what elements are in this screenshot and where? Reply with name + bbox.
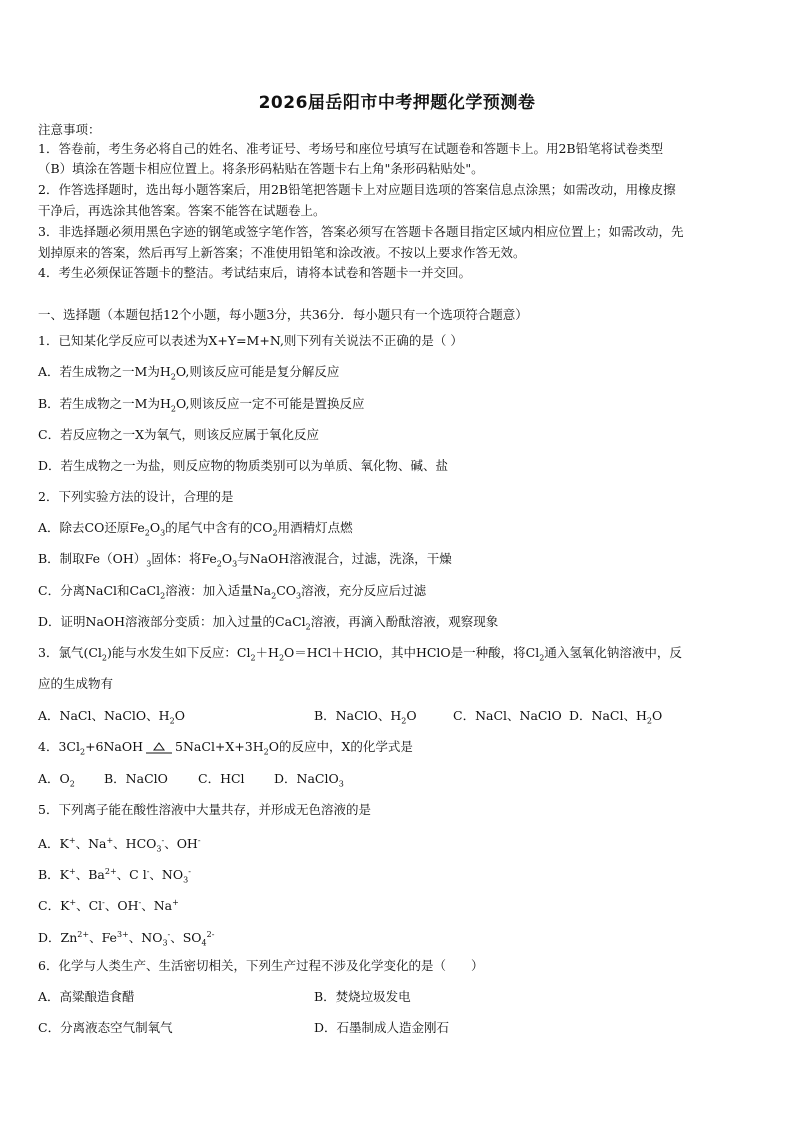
question-1-option-a: A．若生成物之一M为$H_2O$,则该反应可能是复分解反应: [38, 364, 340, 382]
note-line: 干净后，再选涂其他答案。答案不能答在试题卷上。: [38, 203, 326, 218]
question-6-stem: 6．化学与人类生产、生活密切相关，下列生产过程不涉及化学变化的是（ ）: [38, 958, 484, 973]
note-line: 3．非选择题必须用黑色字迹的钢笔或签字笔作答，答案必须写在答题卡各题目指定区域内相应位置上；如需改动，先: [38, 224, 684, 239]
question-3-option-d: D．NaCl、$H_2O$: [569, 708, 663, 726]
note-line: 2．作答选择题时，选出每小题答案后，用2B铅笔把答题卡上对应题目选项的答案信息点涂黑；如需改动，用橡皮擦: [38, 182, 676, 197]
notes-heading: 注意事项：: [38, 122, 101, 137]
question-1-option-b: B．若生成物之一M为$H_2O$,则该反应一定不可能是置换反应: [38, 396, 365, 414]
question-6-option-d: D．石墨制成人造金刚石: [314, 1020, 450, 1035]
question-3-option-b: B．NaClO、$H_2O$: [314, 708, 417, 726]
question-2-option-c: C．分离NaCl和CaCl$_2$溶液：加入适量$Na_2CO_3$溶液，充分反应后过滤: [38, 583, 427, 601]
question-2-option-a: A．除去CO还原$Fe_2O_3$的尾气中含有的$CO_2$用酒精灯点燃: [38, 520, 353, 538]
question-3-stem-cont: 应的生成物有: [38, 676, 114, 691]
question-3-option-c: C．NaCl、NaClO: [453, 708, 562, 723]
question-6-option-b: B．焚烧垃圾发电: [314, 989, 411, 1004]
note-line: 1．答卷前，考生务必将自己的姓名、准考证号、考场号和座位号填写在试题卷和答题卡上。用2B铅笔将试卷类型: [38, 141, 664, 156]
question-4-option-a: A．$O_2$: [38, 771, 75, 789]
question-5-option-d: D．$Zn^{2+}$、$Fe^{3+}$、$NO_3^-$、$SO_4^{2-}$: [38, 930, 215, 948]
question-6-option-a: A．高粱酿造食醋: [38, 989, 135, 1004]
question-5-stem: 5．下列离子能在酸性溶液中大量共存，并形成无色溶液的是: [38, 802, 371, 817]
question-4-option-b: B．NaClO: [104, 771, 168, 786]
question-6-option-c: C．分离液态空气制氧气: [38, 1020, 173, 1035]
question-2-stem: 2．下列实验方法的设计，合理的是: [38, 489, 234, 504]
question-5-option-c: C．K+、Cl-、OH-、Na+: [38, 898, 179, 914]
question-4-option-c: C．HCl: [198, 771, 245, 786]
heat-arrow-icon: [145, 741, 173, 755]
question-2-option-b: B．制取$Fe(OH)_3$固体：将$Fe_2O_3$与NaOH溶液混合，过滤，洗涤，干燥: [38, 551, 452, 569]
question-4-stem: 4．$3Cl_2+6NaOH$ $5NaCl+X+3H_2O$的反应中，X的化学式是: [38, 739, 413, 757]
question-1-option-c: C．若反应物之一X为氧气，则该反应属于氧化反应: [38, 427, 319, 442]
question-3-option-a: A．NaCl、NaClO、$H_2O$: [38, 708, 185, 726]
note-line: （B）填涂在答题卡相应位置上。将条形码粘贴在答题卡右上角"条形码粘贴处"。: [38, 161, 484, 176]
question-1-option-d: D．若生成物之一为盐，则反应物的物质类别可以为单质、氧化物、碱、盐: [38, 458, 449, 473]
note-line: 划掉原来的答案，然后再写上新答案；不准使用铅笔和涂改液。不按以上要求作答无效。: [38, 245, 526, 260]
question-2-option-d: D．证明NaOH溶液部分变质：加入过量的CaCl$_2$溶液，再滴入酚酞溶液，观察现象: [38, 614, 499, 632]
question-5-option-b: B．K+、$Ba^{2+}$、C l-、$NO_3^-$: [38, 867, 191, 885]
question-1-stem: 1．已知某化学反应可以表述为X+Y=M+N,则下列有关说法不正确的是（ ）: [38, 333, 463, 348]
page-title: 2026届岳阳市中考押题化学预测卷: [258, 93, 536, 113]
question-3-stem: 3．氯气$(Cl_2)$能与水发生如下反应：$Cl_2+H_2O=HCl+HClO$，其中HClO是一种酸，将$Cl_2$通入氢氧化钠溶液中，反: [38, 645, 682, 663]
section-heading: 一、选择题（本题包括12个小题，每小题3分，共36分．每小题只有一个选项符合题意）: [38, 307, 528, 322]
question-4-option-d: D．NaClO$_3$: [274, 771, 344, 789]
question-5-option-a: A．K+、Na+、$HCO_3^-$、OH-: [38, 836, 201, 854]
note-line: 4．考生必须保证答题卡的整洁。考试结束后，请将本试卷和答题卡一并交回。: [38, 265, 471, 280]
